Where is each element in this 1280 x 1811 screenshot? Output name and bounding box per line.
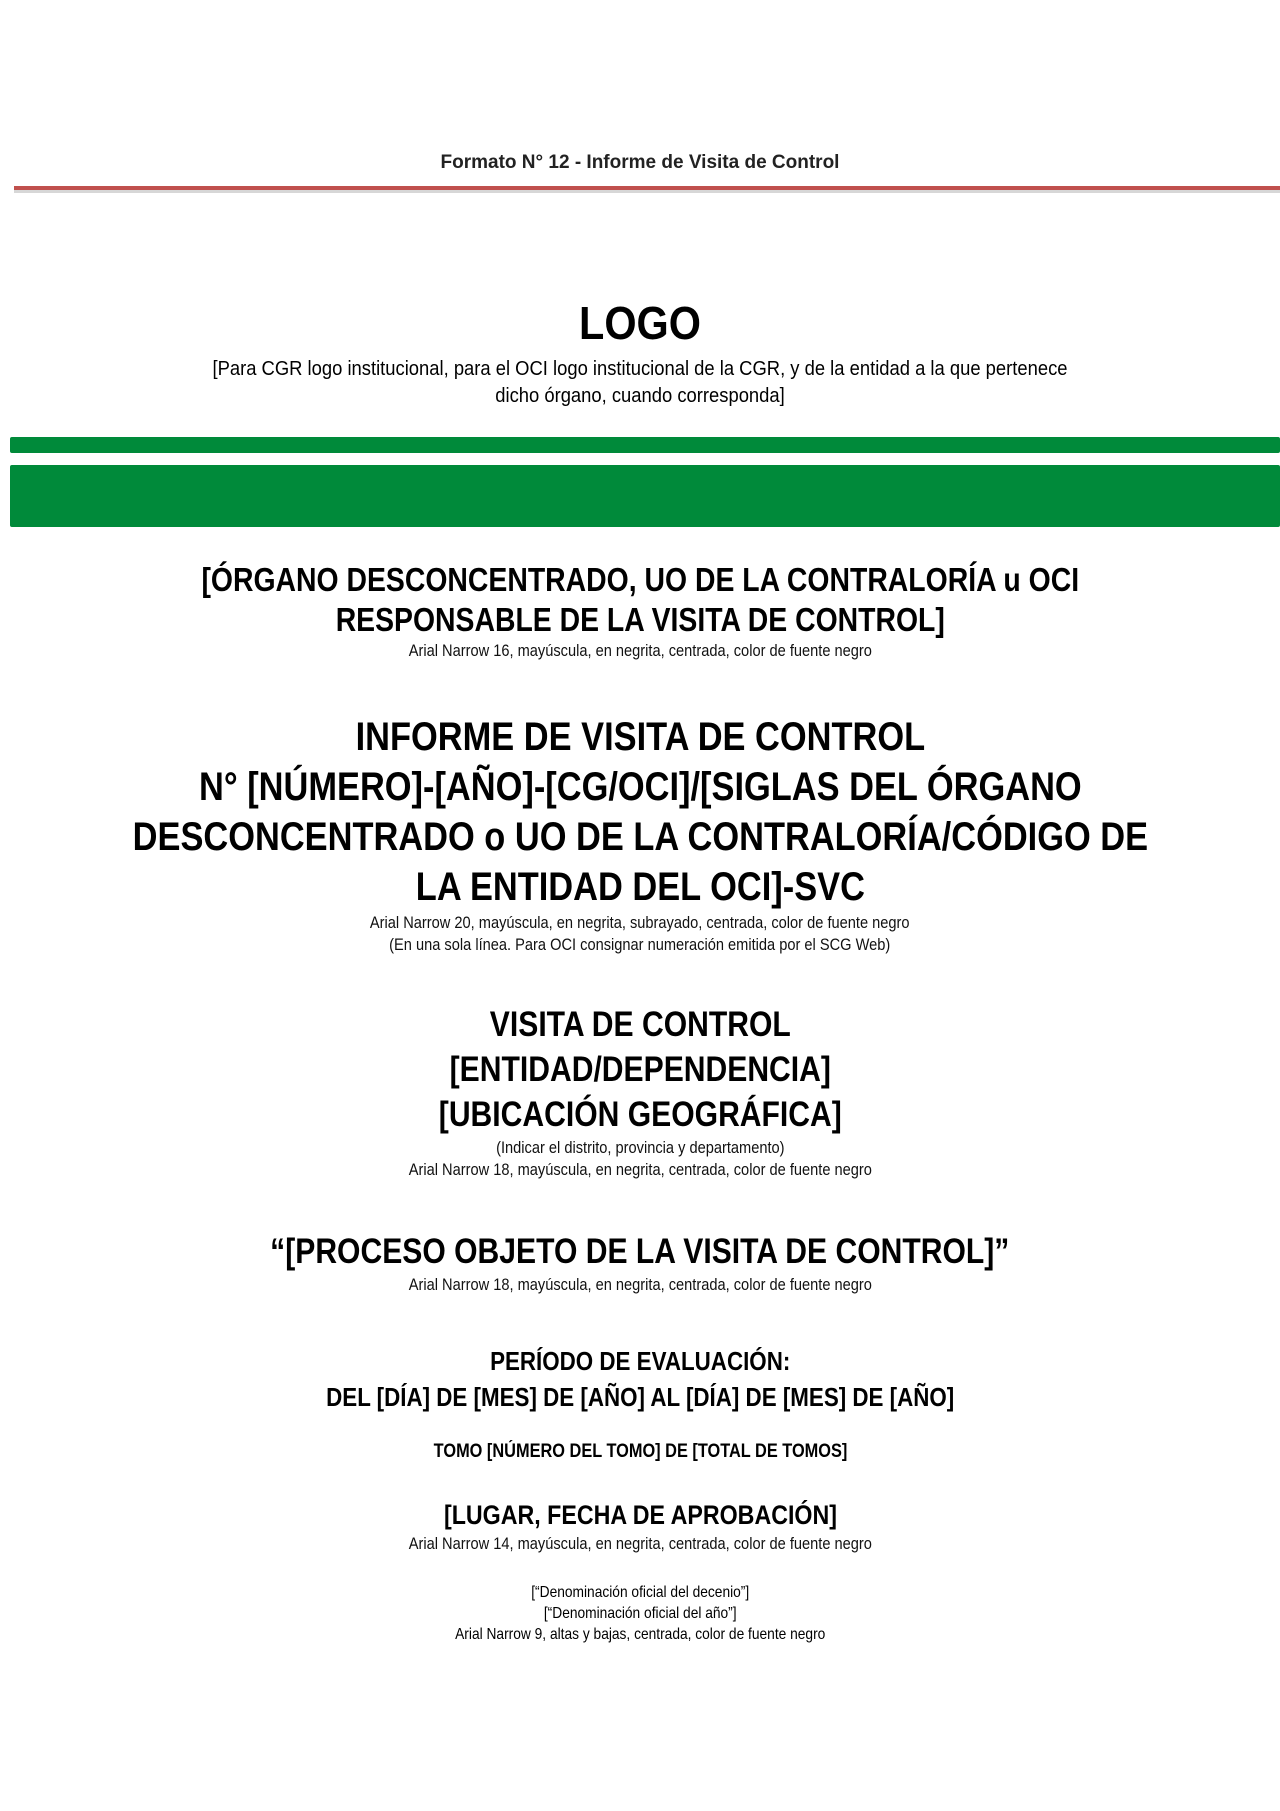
tomo-section: [40, 1440, 1240, 1464]
informe-format-note-2: (En una sola línea. Para OCI consignar numeración emitida por el SCG Web): [389, 935, 891, 954]
visita-format-note: Arial Narrow 18, mayúscula, en negrita, centrada, color de fuente negro: [408, 1160, 872, 1179]
informe-line-4: LA ENTIDAD DEL OCI]-SVC: [415, 865, 865, 909]
proceso-line-1: “[PROCESO OBJETO DE LA VISITA DE CONTROL]”: [270, 1232, 1010, 1271]
decenio-line-2: [“Denominación oficial del año”]: [543, 1605, 737, 1622]
periodo-line-1: PERÍODO DE EVALUACIÓN:: [489, 1346, 791, 1376]
informe-title-section: [40, 712, 1240, 956]
header-divider: [14, 186, 1280, 193]
green-band-thick: [10, 465, 1280, 527]
informe-line-1: INFORME DE VISITA DE CONTROL: [355, 715, 925, 759]
visita-line-3: [UBICACIÓN GEOGRÁFICA]: [438, 1095, 842, 1134]
periodo-line-2: DEL [DÍA] DE [MES] DE [AÑO] AL [DÍA] DE [MES] DE [AÑO]: [325, 1382, 955, 1412]
lugar-line-1: [LUGAR, FECHA DE APROBACIÓN]: [443, 1500, 837, 1530]
logo-instructions: [180, 356, 1100, 410]
visita-hint: (Indicar el distrito, provincia y departamento): [495, 1138, 785, 1157]
visita-section: [40, 1002, 1240, 1181]
lugar-format-note: Arial Narrow 14, mayúscula, en negrita, centrada, color de fuente negro: [408, 1534, 872, 1553]
proceso-format-note: Arial Narrow 18, mayúscula, en negrita, centrada, color de fuente negro: [408, 1275, 872, 1294]
lugar-section: [40, 1497, 1240, 1555]
informe-line-3: DESCONCENTRADO o UO DE LA CONTRALORÍA/CÓDIGO DE: [132, 815, 1148, 859]
informe-format-note: Arial Narrow 20, mayúscula, en negrita, subrayado, centrada, color de fuente negro: [370, 913, 910, 932]
organo-format-note: Arial Narrow 16, mayúscula, en negrita, centrada, color de fuente negro: [408, 641, 872, 660]
tomo-line-1: TOMO [NÚMERO DEL TOMO] DE [TOTAL DE TOMOS]: [433, 1441, 847, 1462]
organo-responsable-section: [40, 560, 1240, 662]
decenio-section: [40, 1582, 1240, 1645]
logo-placeholder-title: LOGO: [579, 297, 701, 349]
logo-note-line-1: [Para CGR logo institucional, para el OCI logo institucional de la CGR, y de la entidad a la que pertenece: [212, 358, 1068, 380]
periodo-section: [40, 1343, 1240, 1415]
informe-line-2: N° [NÚMERO]-[AÑO]-[CG/OCI]/[SIGLAS DEL ÓRGANO: [198, 765, 1082, 809]
proceso-section: [40, 1230, 1240, 1296]
organo-line-2: RESPONSABLE DE LA VISITA DE CONTROL]: [335, 601, 945, 638]
page-header-title: Formato N° 12 - Informe de Visita de Control: [440, 152, 840, 173]
green-band-thin: [10, 437, 1280, 453]
organo-line-1: [ÓRGANO DESCONCENTRADO, UO DE LA CONTRALORÍA u OCI: [201, 561, 1079, 598]
visita-line-2: [ENTIDAD/DEPENDENCIA]: [449, 1050, 831, 1089]
visita-line-1: VISITA DE CONTROL: [489, 1005, 791, 1044]
decenio-line-1: [“Denominación oficial del decenio”]: [530, 1584, 749, 1601]
decenio-format-note: Arial Narrow 9, altas y bajas, centrada, color de fuente negro: [454, 1626, 826, 1643]
logo-note-line-2: dicho órgano, cuando corresponda]: [495, 385, 785, 407]
